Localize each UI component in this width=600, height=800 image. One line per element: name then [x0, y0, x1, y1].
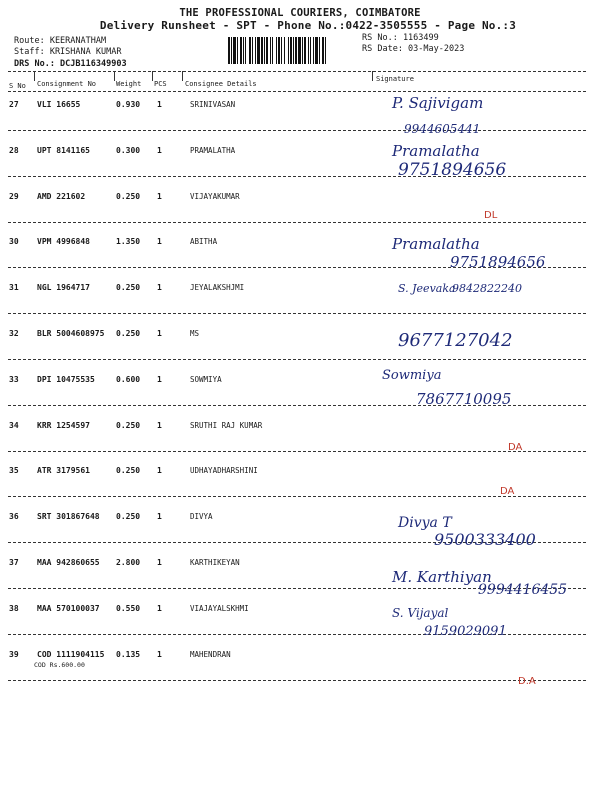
- row-sno: 27: [9, 100, 19, 109]
- table-row: [0, 650, 600, 696]
- row-consignee: VIJAYAKUMAR: [190, 191, 240, 201]
- row-pcs: 1: [157, 100, 162, 109]
- table-row: [0, 146, 600, 192]
- row-weight: 1.350: [116, 237, 141, 247]
- row-sno: 33: [9, 374, 19, 384]
- row-weight: 0.600: [116, 374, 141, 384]
- phone-27: 9944605441: [404, 122, 481, 136]
- row-pcs: 1: [157, 283, 162, 293]
- row-consignee: ABITHA: [190, 237, 218, 247]
- phone-37: 9994416455: [478, 582, 568, 598]
- cod-amount: COD Rs.600.00: [34, 660, 85, 669]
- row-weight: 0.250: [116, 512, 141, 522]
- row-weight: 0.250: [116, 466, 141, 476]
- row-separator: [8, 451, 586, 452]
- phone-36: 9500333400: [434, 530, 536, 549]
- signature-31: S. Jeevaka: [398, 282, 456, 295]
- row-pcs: 1: [157, 512, 162, 522]
- row-separator: [8, 680, 586, 681]
- row-sno: 38: [9, 603, 19, 613]
- row-sno: 39: [9, 649, 19, 659]
- row-pcs: 1: [157, 558, 162, 567]
- row-sno: 37: [9, 558, 19, 567]
- rs-date-label: RS Date: 03-May-2023: [362, 44, 465, 54]
- col-divider: [114, 71, 115, 81]
- row-weight: 0.250: [116, 283, 141, 293]
- row-sno: 34: [9, 420, 19, 430]
- row-pcs: 1: [157, 145, 162, 155]
- row-pcs: 1: [157, 420, 162, 430]
- row-consignee: KARTHIKEYAN: [190, 558, 240, 567]
- row-sno: 29: [9, 191, 19, 201]
- row-consignment: BLR 5004608975: [37, 329, 105, 338]
- col-divider: [152, 71, 153, 81]
- row-weight: 0.930: [116, 100, 141, 109]
- row-consignment: COD 1111904115: [37, 649, 105, 659]
- row-consignee: PRAMALATHA: [190, 145, 236, 155]
- rs-no-label: RS No.: 1163499: [362, 33, 439, 43]
- barcode: [228, 37, 356, 64]
- table-row: [0, 192, 600, 238]
- row-consignment: UPT 8141165: [37, 145, 90, 155]
- row-weight: 2.800: [116, 558, 141, 567]
- phone-32: 9677127042: [398, 330, 513, 351]
- table-row: [0, 604, 600, 650]
- row-consignee: MAHENDRAN: [190, 649, 231, 659]
- signature-27: P. Sajivigam: [392, 94, 484, 112]
- company-title: THE PROFESSIONAL COURIERS, COIMBATORE: [179, 7, 421, 19]
- row-separator: [8, 130, 586, 131]
- status-34: DA: [508, 442, 523, 453]
- row-consignee: SRUTHI RAJ KUMAR: [190, 420, 263, 430]
- row-separator: [8, 313, 586, 314]
- row-consignment: SRT 301867648: [37, 512, 100, 522]
- phone-30: 9751894656: [450, 253, 546, 271]
- row-sno: 36: [9, 512, 19, 522]
- row-sno: 30: [9, 237, 19, 247]
- row-consignee: UDHAYADHARSHINI: [190, 466, 258, 476]
- row-weight: 0.300: [116, 145, 141, 155]
- row-consignment: VPM 4996848: [37, 237, 90, 247]
- signature-28: Pramalatha: [392, 142, 480, 160]
- row-pcs: 1: [157, 329, 162, 338]
- signature-33: Sowmiya: [382, 368, 442, 383]
- col-consignment: Consignment No: [37, 80, 97, 88]
- signature-38: S. Vijayal: [392, 606, 449, 620]
- phone-38: 9159029091: [424, 624, 507, 639]
- row-consignee: MS: [190, 329, 200, 338]
- row-consignment: MAA 570100037: [37, 603, 100, 613]
- col-consignee: Consignee Details: [185, 80, 257, 88]
- staff-label: Staff: KRISHANA KUMAR: [14, 47, 122, 57]
- row-sno: 31: [9, 283, 19, 293]
- row-consignment: NGL 1964717: [37, 283, 90, 293]
- status-29: DL: [484, 210, 498, 221]
- col-pcs: PCS: [154, 80, 167, 88]
- row-consignment: DPI 10475535: [37, 374, 95, 384]
- col-signature: Signature: [376, 75, 414, 83]
- row-consignment: VLI 16655: [37, 100, 81, 109]
- row-pcs: 1: [157, 374, 162, 384]
- route-label: Route: KEERANATHAM: [14, 36, 107, 46]
- col-divider: [34, 71, 35, 81]
- row-consignment: AMD 221602: [37, 191, 86, 201]
- signature-37: M. Karthiyan: [392, 568, 492, 586]
- row-sno: 28: [9, 145, 19, 155]
- row-consignment: KRR 1254597: [37, 420, 90, 430]
- runsheet-title: Delivery Runsheet - SPT - Phone No.:0422-3505555 - Page No.:3: [99, 19, 517, 32]
- row-consignee: JEYALAKSHJMI: [190, 283, 245, 293]
- row-pcs: 1: [157, 191, 162, 201]
- row-weight: 0.250: [116, 191, 141, 201]
- table-row: [0, 100, 600, 146]
- row-consignee: VIAJAYALSKHMI: [190, 603, 249, 613]
- signature-36: Divya T: [398, 515, 452, 531]
- row-consignee: SOWMIYA: [190, 374, 222, 384]
- status-35: DA: [500, 486, 515, 497]
- row-separator: [8, 222, 586, 223]
- signature-30: Pramalatha: [392, 235, 480, 253]
- row-weight: 0.250: [116, 420, 141, 430]
- row-pcs: 1: [157, 649, 162, 659]
- header-bottom-rule: [8, 91, 586, 92]
- row-pcs: 1: [157, 237, 162, 247]
- row-pcs: 1: [157, 466, 162, 476]
- col-divider: [372, 71, 373, 81]
- row-consignee: DIVYA: [190, 512, 213, 522]
- status-39: D.A: [518, 676, 536, 687]
- row-separator: [8, 359, 586, 360]
- row-weight: 0.250: [116, 329, 141, 338]
- col-sno: S No: [9, 82, 26, 90]
- row-sno: 35: [9, 466, 19, 476]
- row-consignee: SRINIVASAN: [190, 100, 236, 109]
- row-weight: 0.550: [116, 603, 141, 613]
- col-divider: [182, 71, 183, 81]
- header-top-rule: [8, 71, 586, 72]
- row-pcs: 1: [157, 603, 162, 613]
- phone-33: 7867710095: [416, 390, 512, 408]
- row-consignment: ATR 3179561: [37, 466, 90, 476]
- drs-label: DRS No.: DCJB116349903: [14, 59, 127, 69]
- row-sno: 32: [9, 329, 19, 338]
- row-weight: 0.135: [116, 649, 141, 659]
- col-weight: Weight: [116, 80, 142, 88]
- barcode-bar: [326, 37, 328, 64]
- phone-28: 9751894656: [398, 160, 507, 180]
- row-consignment: MAA 942860655: [37, 558, 100, 567]
- phone-31: 9842822240: [452, 282, 522, 295]
